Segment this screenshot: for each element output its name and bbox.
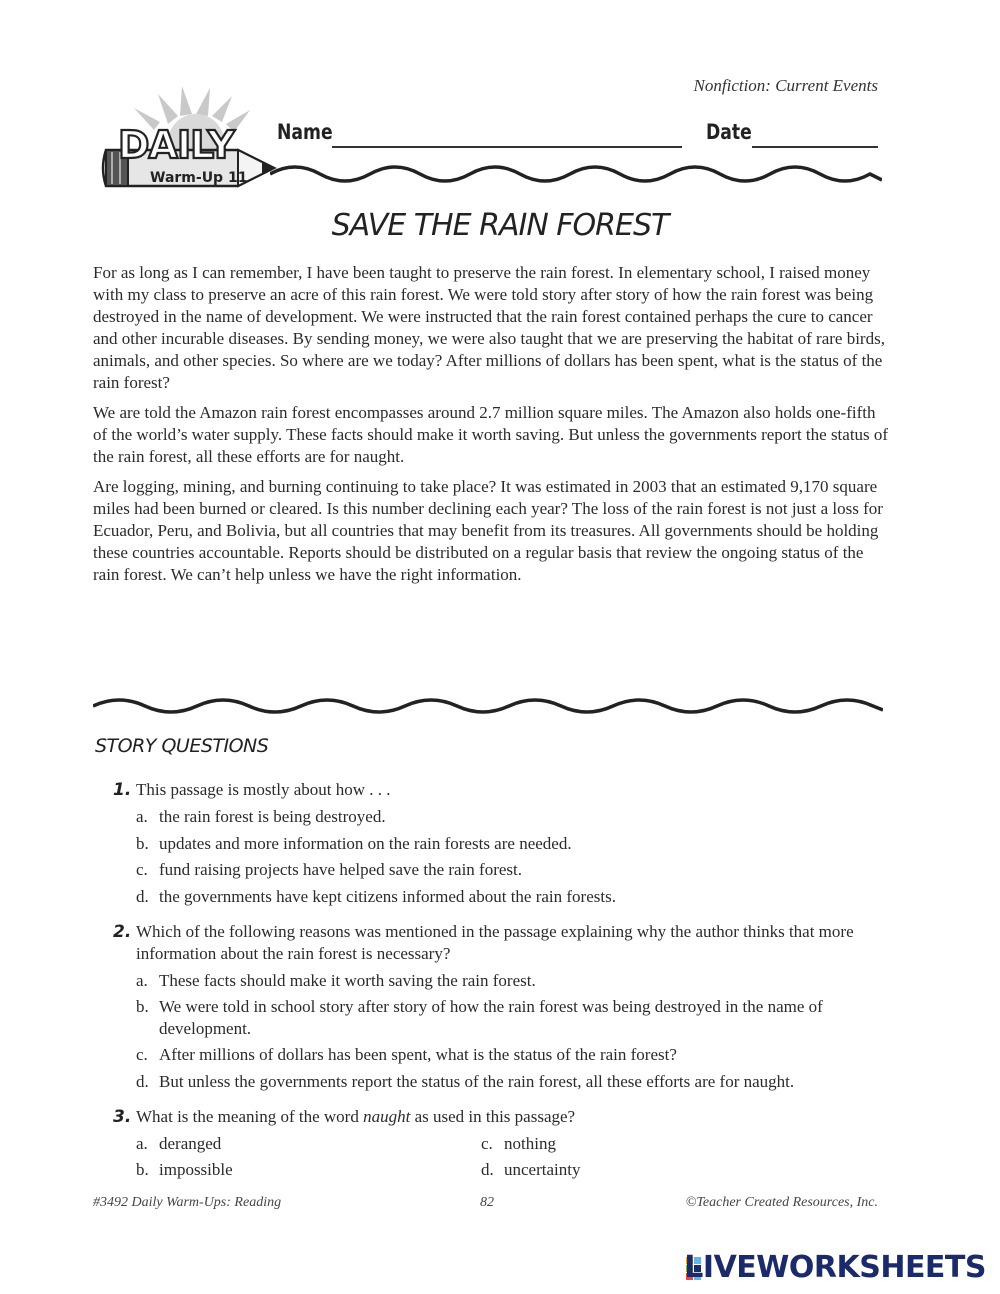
option-letter: c. [136, 1045, 148, 1064]
daily-warmup-logo [98, 86, 298, 196]
option-letter: a. [136, 807, 148, 826]
page-title: SAVE THE RAIN FOREST [331, 208, 669, 243]
answer-option[interactable] [136, 806, 881, 828]
passage [93, 262, 893, 594]
question-text-start: What is the meaning of the word [136, 1107, 364, 1126]
name-input-line[interactable] [332, 146, 682, 148]
answer-option[interactable] [481, 1159, 811, 1181]
liveworksheets-brand[interactable]: LIVEWORKSHEETS [684, 1250, 986, 1285]
option-letter: d. [136, 1072, 149, 1091]
question-keyword: naught [363, 1107, 411, 1126]
option-letter: c. [481, 1134, 493, 1153]
logo-sub: Warm-Up 11 [150, 170, 248, 186]
footer-copyright: ©Teacher Created Resources, Inc. [685, 1195, 878, 1210]
question-text [136, 1106, 876, 1128]
option-letter: a. [136, 1134, 148, 1153]
answer-option[interactable] [136, 996, 881, 1040]
answer-option[interactable] [136, 970, 881, 992]
option-letter: d. [136, 887, 149, 906]
wavy-divider-top [270, 160, 882, 188]
option-text: These facts should make it worth saving the rain forest. [159, 971, 536, 990]
option-letter: d. [481, 1160, 494, 1179]
answer-option[interactable] [136, 1044, 881, 1066]
question-text-end: as used in this passage? [410, 1107, 576, 1126]
option-text: the governments have kept citizens informed about the rain forests. [159, 887, 616, 906]
answer-option[interactable] [136, 859, 881, 881]
option-letter: b. [136, 834, 149, 853]
story-questions-heading: STORY QUESTIONS [95, 735, 269, 757]
name-label: Name [277, 120, 333, 144]
date-input-line[interactable] [752, 146, 878, 148]
option-letter: b. [136, 1160, 149, 1179]
answer-option[interactable] [136, 1159, 466, 1181]
option-text: But unless the governments report the status of the rain forest, all these efforts are for naught. [159, 1072, 795, 1091]
footer-book-title: #3492 Daily Warm-Ups: Reading [93, 1195, 282, 1210]
logo-word: DAILY [118, 123, 234, 167]
option-letter: a. [136, 971, 148, 990]
date-label: Date [706, 120, 752, 144]
passage-paragraph: We are told the Amazon rain forest encompasses around 2.7 million square miles. The Amazon also holds one-fifth of the world’s water supply. These facts should make it worth saving. But unless the governments report the status of the rain forest, all these efforts are for naught. [93, 403, 889, 466]
option-text: deranged [159, 1134, 222, 1153]
option-letter: b. [136, 997, 149, 1016]
option-text: uncertainty [504, 1160, 581, 1179]
question-number: 1. [113, 780, 132, 800]
passage-paragraph: For as long as I can remember, I have been taught to preserve the rain forest. In elementary school, I raised money with my class to preserve an acre of this rain forest. We were told story after story of how the rain forest was being destroyed in the name of development. We were instructed that the rain forest contained perhaps the cure to cancer and other incurable diseases. By sending money, we were also taught that we are preserving the habitat of rare birds, animals, and other species. So where are we today? After millions of dollars has been spent, what is the status of the rain forest? [93, 263, 885, 392]
answer-option[interactable] [136, 1071, 881, 1093]
option-text: impossible [159, 1160, 233, 1179]
answer-option[interactable] [136, 886, 881, 908]
option-text: updates and more information on the rain forests are needed. [159, 834, 572, 853]
category-label: Nonfiction: Current Events [693, 76, 878, 95]
question-text: This passage is mostly about how . . . [136, 780, 391, 799]
passage-paragraph: Are logging, mining, and burning continuing to take place? It was estimated in 2003 that an estimated 9,170 square miles had been burned or cleared. Is this number declining each year? The loss of the rain forest is not just a loss for Ecuador, Peru, and Bolivia, but all countries that may benefit from its treasures. All governments should be holding these countries accountable. Reports should be distributed on a regular basis that review the ongoing status of the rain forest. We can’t help unless we have the right information. [93, 477, 883, 584]
footer-page-number: 82 [480, 1195, 494, 1210]
option-text: the rain forest is being destroyed. [159, 807, 386, 826]
option-text: fund raising projects have helped save the rain forest. [159, 860, 523, 879]
answer-option[interactable] [136, 1133, 466, 1155]
option-letter: c. [136, 860, 148, 879]
option-text: After millions of dollars has been spent, what is the status of the rain forest? [159, 1045, 677, 1064]
option-text: nothing [504, 1134, 556, 1153]
question-number: 3. [113, 1107, 132, 1127]
question-number: 2. [113, 922, 132, 942]
answer-option[interactable] [136, 833, 881, 855]
question-text: Which of the following reasons was mentioned in the passage explaining why the author thinks that more information about the rain forest is necessary? [136, 922, 854, 963]
wavy-divider-middle [93, 694, 883, 718]
option-text: We were told in school story after story of how the rain forest was being destroyed in the name of development. [159, 997, 823, 1038]
answer-option[interactable] [481, 1133, 811, 1155]
